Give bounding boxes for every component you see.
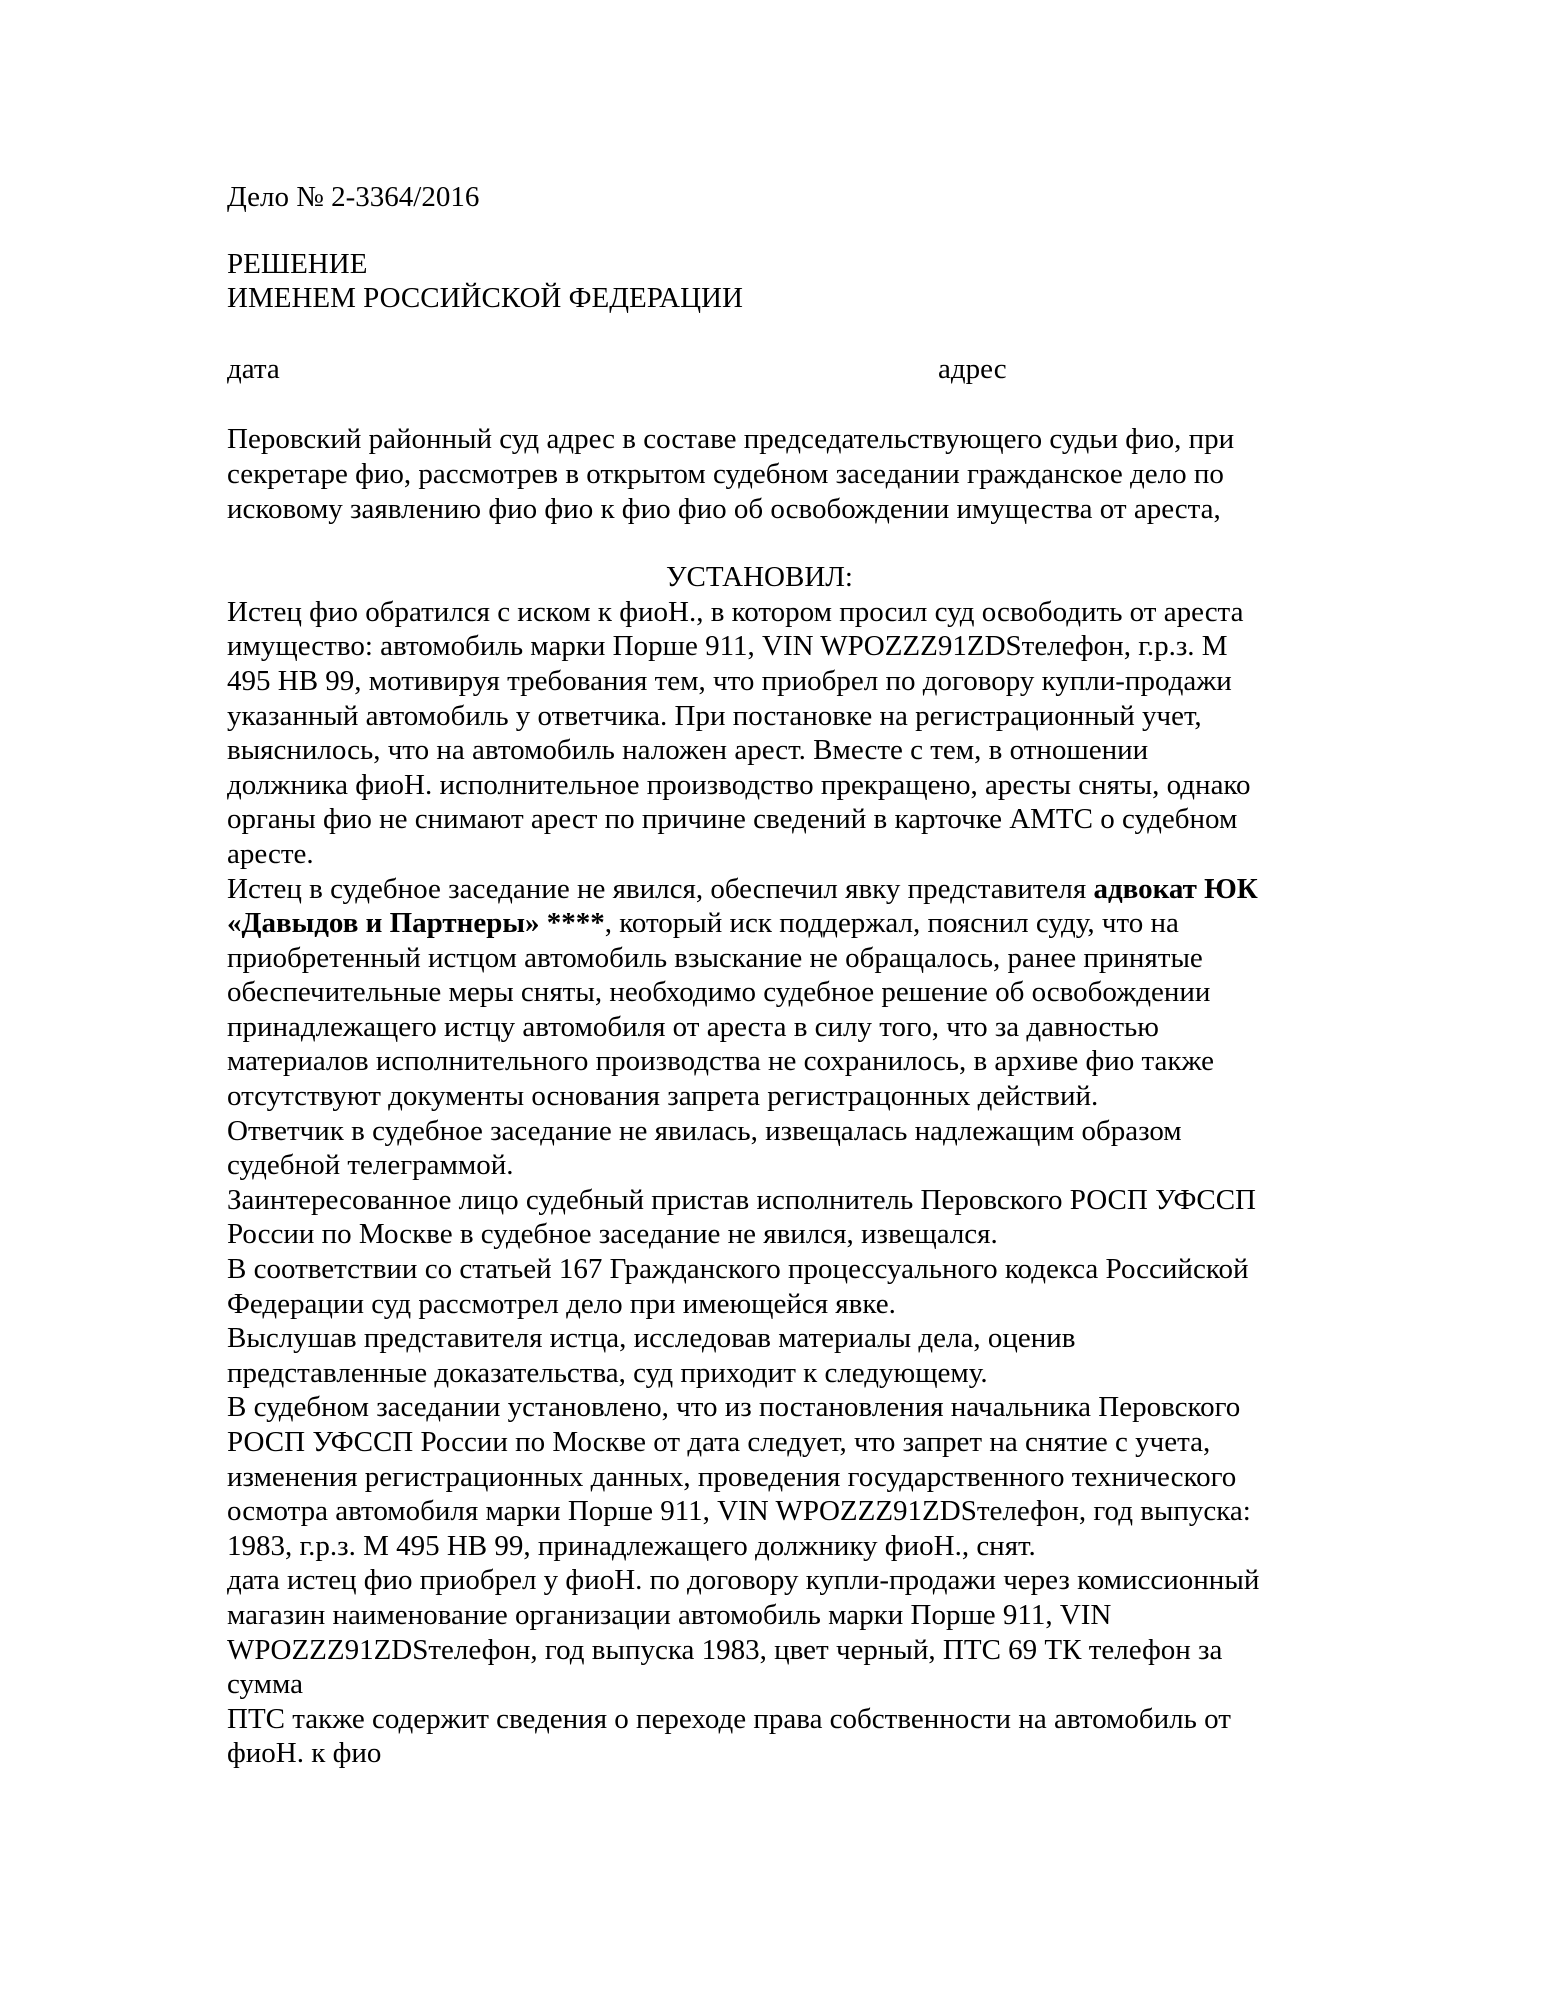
decision-title-line-2: ИМЕНЕМ РОССИЙСКОЙ ФЕДЕРАЦИИ: [227, 282, 743, 315]
body-line: приобретенный истцом автомобиль взыскание не обращалось, ранее принятые: [227, 941, 1203, 974]
body-line: органы фио не снимают арест по причине сведений в карточке АМТС о судебном: [227, 803, 1238, 836]
representative-text: , который иск поддержал, пояснил суду, что на: [604, 907, 1179, 940]
body-line: Заинтересованное лицо судебный пристав исполнитель Перовского РОСП УФССП: [227, 1183, 1256, 1216]
intro-paragraph: [227, 422, 1352, 526]
case-number: Дело № 2-3364/2016: [227, 181, 480, 213]
representative-bold: адвокат ЮК: [1093, 872, 1258, 905]
body-line: имущество: автомобиль марки Порше 911, VIN WPOZZZ91ZDSтелефон, г.р.з. М: [227, 630, 1228, 663]
representative-line-2: [227, 906, 1352, 941]
body-line: Истец фио обратился с иском к фиоН., в котором просил суд освободить от ареста: [227, 595, 1244, 628]
intro-line: секретаре фио, рассмотрев в открытом судебном заседании гражданское дело по: [227, 457, 1224, 490]
body-line: Федерации суд рассмотрел дело при имеющейся явке.: [227, 1287, 896, 1320]
body-line: указанный автомобиль у ответчика. При постановке на регистрационный учет,: [227, 699, 1202, 732]
body-line: фиоН. к фио: [227, 1737, 382, 1770]
representative-line-1: [227, 872, 1352, 907]
body-line: РОСП УФССП России по Москве от дата следует, что запрет на снятие с учета,: [227, 1426, 1211, 1458]
body-line: магазин наименование организации автомобиль марки Порше 911, VIN: [227, 1598, 1112, 1631]
decision-title: [227, 247, 1352, 316]
body-line: отсутствуют документы основания запрета регистрацонных действий.: [227, 1080, 1099, 1113]
body-line: судебной телеграммой.: [227, 1149, 514, 1182]
intro-line: исковому заявлению фио фио к фио фио об освобождении имущества от ареста,: [227, 492, 1221, 525]
body-line: WPOZZZ91ZDSтелефон, год выпуска 1983, цвет черный, ПТС 69 ТК телефон за: [227, 1633, 1223, 1666]
decision-body: [227, 595, 1352, 1771]
body-line: 495 НВ 99, мотивируя требования тем, что приобрел по договору купли-продажи: [227, 664, 1232, 697]
document-page: [227, 180, 1352, 1771]
body-line: России по Москве в судебное заседание не явился, извещался.: [227, 1218, 998, 1251]
place-label: адрес: [938, 352, 1007, 385]
body-line: обеспечительные меры сняты, необходимо судебное решение об освобождении: [227, 976, 1211, 1009]
body-line: аресте.: [227, 837, 314, 870]
body-line: представленные доказательства, суд приходит к следующему.: [227, 1356, 988, 1389]
intro-line: Перовский районный суд адрес в составе председательствующего судьи фио, при: [227, 423, 1235, 456]
representative-text: Истец в судебное заседание не явился, обеспечил явку представителя: [227, 872, 1094, 905]
established-heading: УСТАНОВИЛ:: [666, 561, 853, 594]
body-line: В соответствии со статьей 167 Гражданского процессуального кодекса Российской: [227, 1253, 1249, 1286]
body-line: изменения регистрационных данных, проведения государственного технического: [227, 1460, 1237, 1493]
body-line: осмотра автомобиля марки Порше 911, VIN WPOZZZ91ZDSтелефон, год выпуска:: [227, 1495, 1251, 1528]
body-line: выяснилось, что на автомобиль наложен арест. Вместе с тем, в отношении: [227, 734, 1149, 767]
body-line: сумма: [227, 1668, 303, 1701]
body-line: должника фиоН. исполнительное производство прекращено, аресты сняты, однако: [227, 768, 1251, 801]
body-line: материалов исполнительного производства не сохранилось, в архиве фио также: [227, 1045, 1215, 1078]
body-line: Ответчик в судебное заседание не явилась, извещалась надлежащим образом: [227, 1114, 1182, 1147]
decision-title-line-1: РЕШЕНИЕ: [227, 247, 368, 280]
body-line: принадлежащего истцу автомобиля от ареста в силу того, что за давностью: [227, 1010, 1159, 1043]
body-line: ПТС также содержит сведения о переходе права собственности на автомобиль от: [227, 1702, 1231, 1735]
representative-bold: «Давыдов и Партнеры» ****: [227, 907, 605, 940]
body-line: 1983, г.р.з. М 495 НВ 99, принадлежащего должнику фиоН., снят.: [227, 1529, 1036, 1562]
body-line: Выслушав представителя истца, исследовав материалы дела, оценив: [227, 1322, 1076, 1355]
date-label: дата: [227, 352, 280, 385]
date-place-row: [227, 352, 1352, 387]
body-line: В судебном заседании установлено, что из постановления начальника Перовского: [227, 1391, 1241, 1424]
body-line: дата истец фио приобрел у фиоН. по договору купли-продажи через комиссионный: [227, 1564, 1260, 1597]
